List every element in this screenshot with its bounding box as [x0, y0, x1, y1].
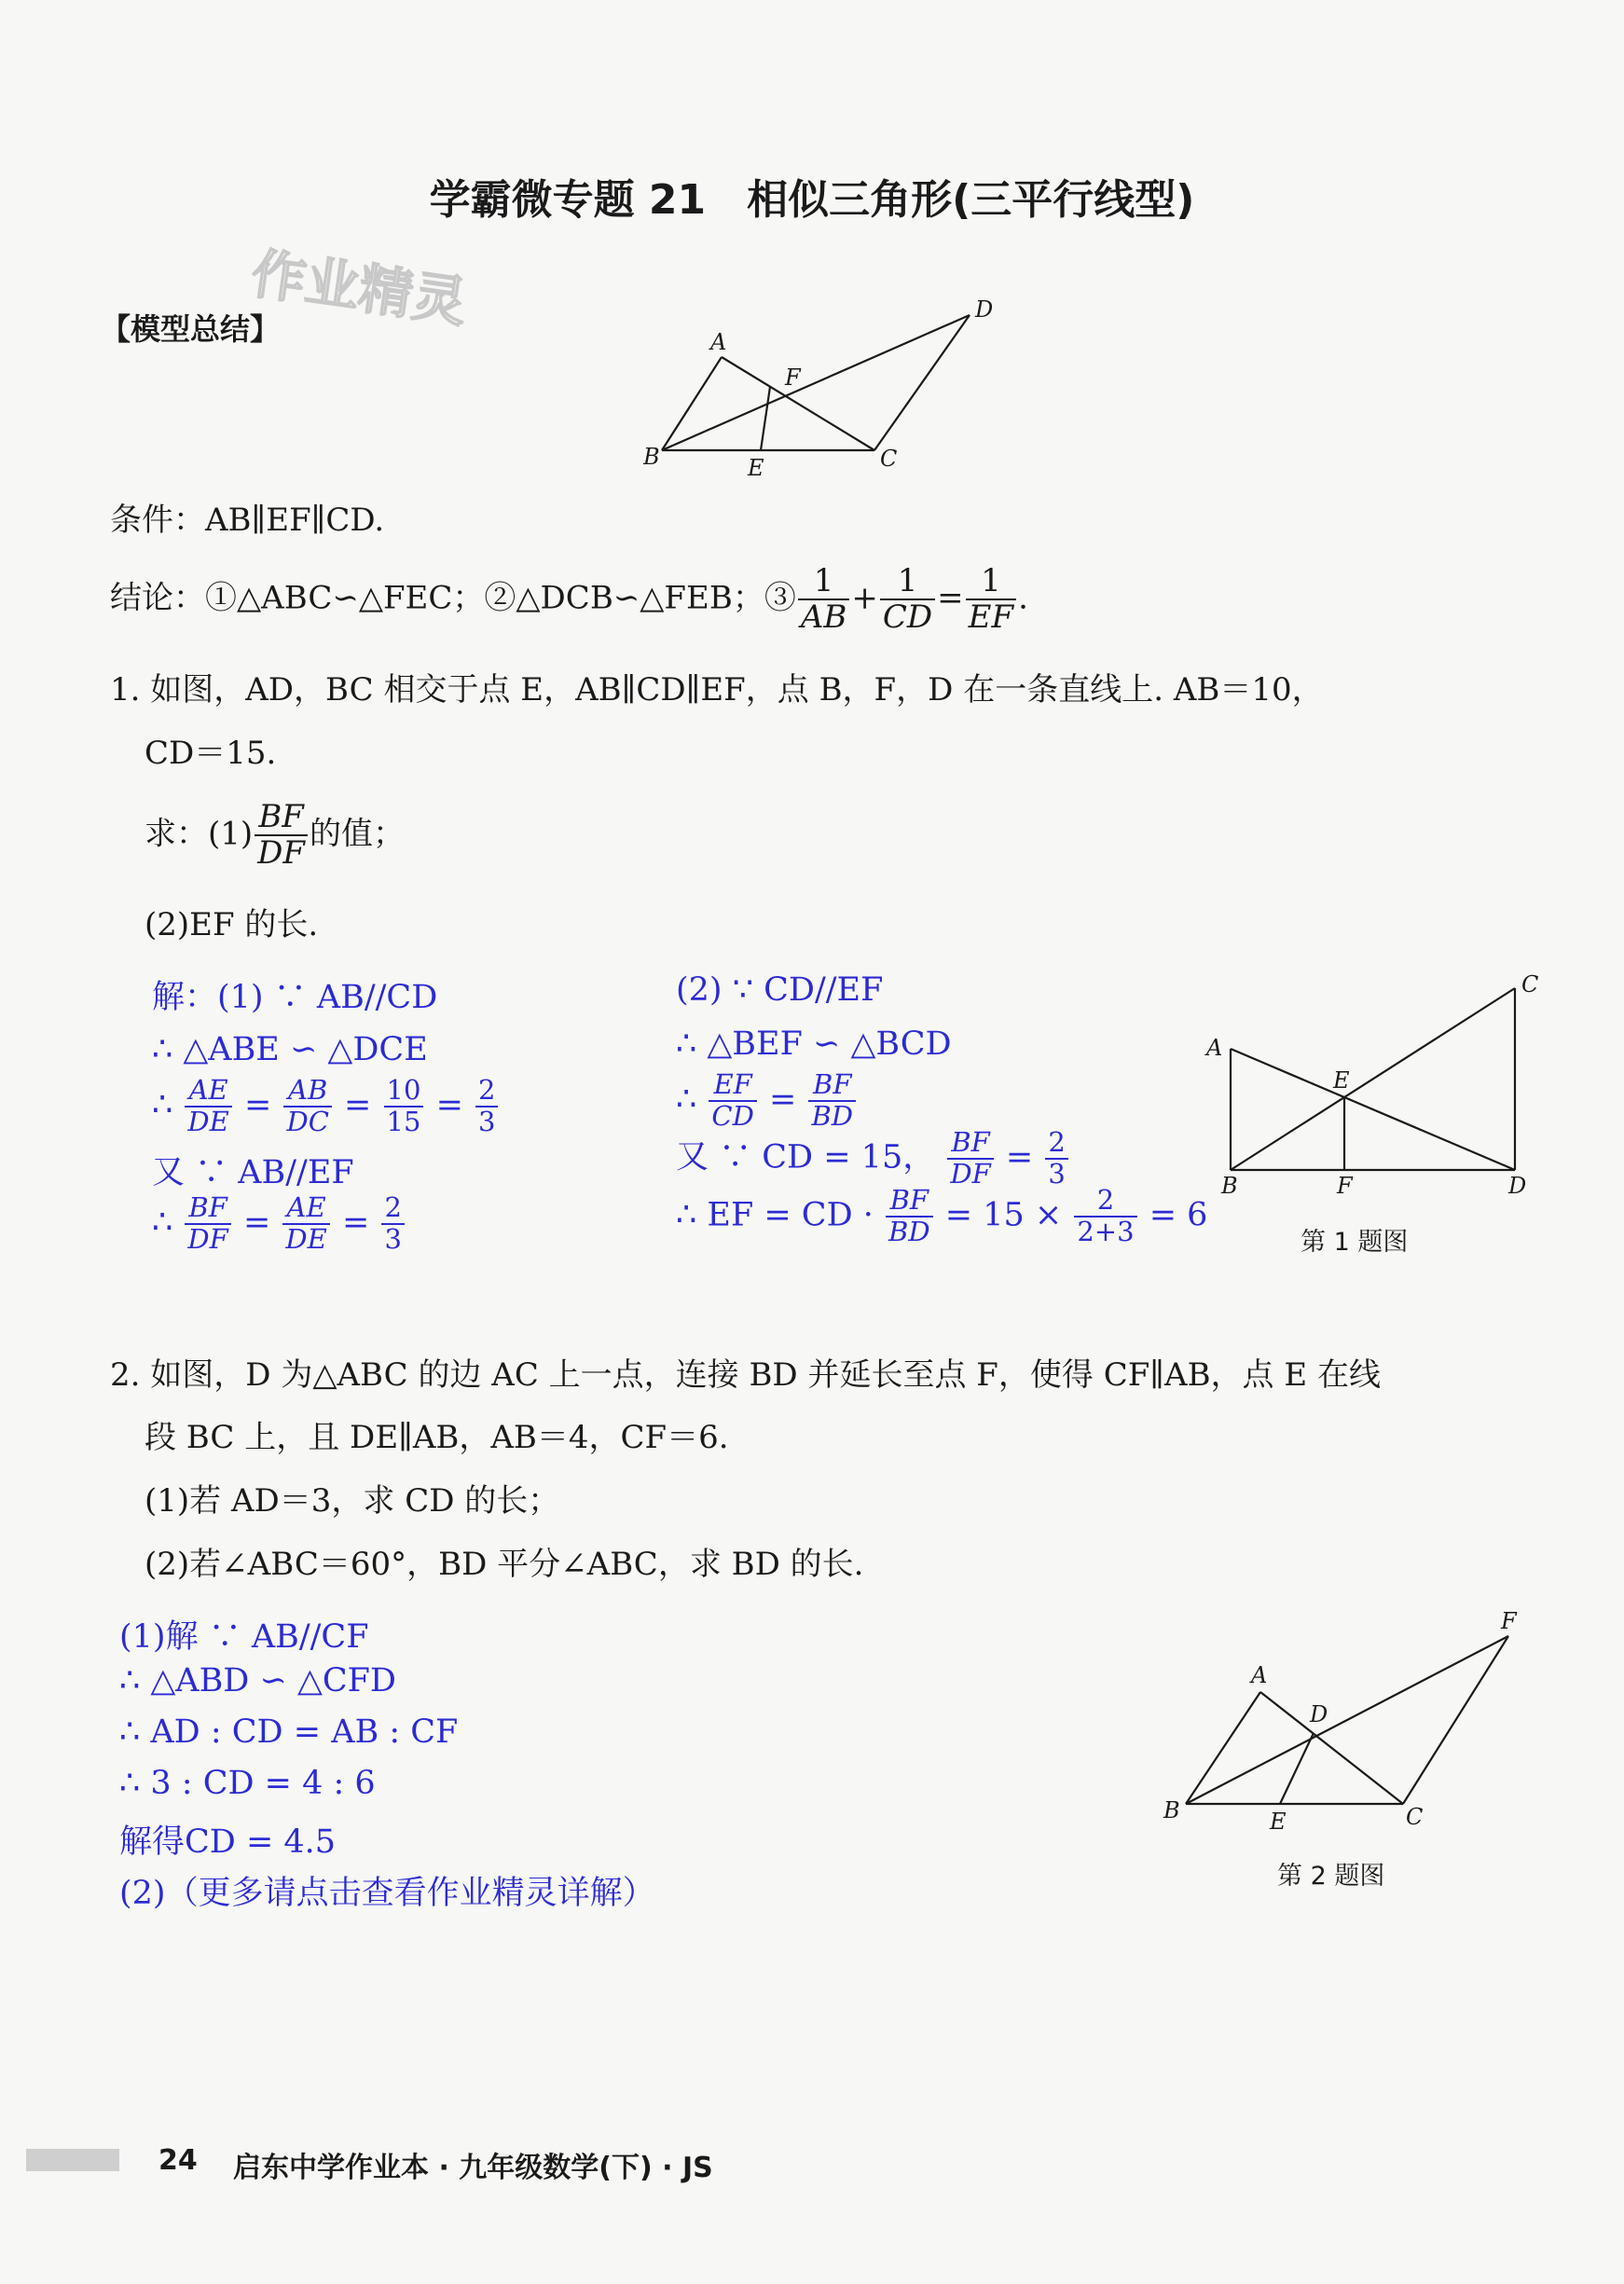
equals-sign: =: [344, 1086, 372, 1124]
frac-den: 3: [1048, 1157, 1066, 1190]
frac-den: DE: [187, 1105, 229, 1137]
therefore: ∴: [152, 1086, 173, 1124]
given-cd: 又 ∵ CD = 15，: [676, 1138, 936, 1176]
problem1-ask1: [145, 800, 405, 872]
conclusion-prefix: 结论：①△ABC∽△FEC；②△DCB∽△FEB；③: [110, 579, 796, 617]
frac-den: 15: [386, 1105, 421, 1137]
frac-den: BD: [811, 1099, 854, 1132]
p2-sol-l2: ∴ △ABD ∽ △CFD: [119, 1662, 396, 1699]
fraction-1-ab: [798, 564, 850, 636]
plus-sign: +: [851, 579, 878, 617]
frac-den: CD: [711, 1099, 754, 1132]
period: .: [1018, 579, 1028, 617]
frac-den: AB: [800, 599, 847, 637]
ask-suffix: 的值；: [310, 815, 406, 853]
model-label-b: B: [643, 444, 660, 470]
frac-num: 10: [384, 1076, 424, 1108]
fraction-1-ef: [966, 564, 1016, 636]
fraction-1-cd: [880, 564, 935, 636]
p1-sol-right-l1: (2) ∵ CD//EF: [676, 971, 884, 1009]
p1-sol-left-l3: [152, 1076, 500, 1137]
p2-sol-l6: (2)（更多请点击查看作业精灵详解）: [119, 1875, 655, 1912]
problem1-ask2: (2)EF 的长.: [145, 906, 319, 943]
frac-den: DF: [257, 834, 306, 873]
p2-label-e: E: [1270, 1809, 1287, 1835]
p1-sol-right-l2: ∴ △BEF ∽ △BCD: [676, 1025, 952, 1063]
equals-sign: =: [769, 1080, 797, 1119]
p1-sol-left-l5: [152, 1193, 406, 1255]
p2-sol-l1: (1)解 ∵ AB//CF: [119, 1618, 369, 1656]
frac: [1074, 1186, 1136, 1247]
fraction-bf-df: [255, 800, 308, 872]
problem2-line2: 段 BC 上，且 DE∥AB，AB＝4，CF＝6.: [145, 1419, 729, 1456]
ef-result: = 6: [1149, 1196, 1208, 1234]
frac-num: 2: [381, 1193, 404, 1225]
problem2-figure: [1156, 1608, 1529, 1841]
frac-num: EF: [709, 1070, 756, 1102]
frac-den: 2+3: [1077, 1215, 1135, 1247]
frac-num: BF: [255, 800, 308, 836]
frac-den: DE: [285, 1222, 327, 1255]
frac: [1045, 1128, 1067, 1190]
p2-sol-l3: ∴ AD : CD = AB : CF: [119, 1713, 459, 1751]
equals-sign: =: [243, 1086, 272, 1124]
p2-label-d: D: [1310, 1701, 1328, 1727]
frac-den: BD: [888, 1215, 930, 1247]
p1-sol-right-l4: [676, 1128, 1070, 1190]
frac: [947, 1128, 993, 1190]
problem1-line1: 1. 如图，AD，BC 相交于点 E，AB∥CD∥EF，点 B，F，D 在一条直线上. AB＝10，: [110, 671, 1324, 709]
problem1-caption: 第 1 题图: [1301, 1228, 1409, 1257]
frac: [808, 1070, 856, 1132]
problem1-figure: [1193, 970, 1548, 1203]
problem2-line1: 2. 如图，D 为△ABC 的边 AC 上一点，连接 BD 并延长至点 F，使得 CF∥AB，点 E 在线: [110, 1356, 1381, 1394]
problem2-q2: (2)若∠ABC＝60°，BD 平分∠ABC，求 BD 的长.: [145, 1546, 864, 1583]
frac-den: CD: [882, 599, 933, 637]
p1-label-f: F: [1337, 1173, 1353, 1199]
frac-num: BF: [185, 1193, 230, 1225]
frac: [185, 1076, 231, 1137]
frac-num: BF: [886, 1186, 933, 1218]
frac: [384, 1076, 424, 1137]
p2-label-b: B: [1163, 1797, 1180, 1823]
model-condition: 条件：AB∥EF∥CD.: [110, 502, 385, 539]
p2-sol-l4: ∴ 3 : CD = 4 : 6: [119, 1765, 376, 1802]
model-summary-tag: 【模型总结】: [101, 311, 281, 347]
frac-num: BF: [808, 1070, 856, 1102]
problem2-caption: 第 2 题图: [1277, 1862, 1385, 1891]
frac-den: DF: [950, 1157, 991, 1190]
frac: [381, 1193, 404, 1255]
p2-label-f: F: [1501, 1608, 1517, 1634]
p1-sol-left-l1: 解：(1) ∵ AB//CD: [152, 979, 438, 1016]
frac-den: DF: [187, 1222, 228, 1255]
p1-label-a: A: [1206, 1035, 1223, 1061]
frac-num: 2: [1074, 1186, 1136, 1218]
page-title: 学霸微专题 21 相似三角形(三平行线型): [429, 176, 1195, 224]
frac-num: AE: [282, 1193, 329, 1225]
problem1-line2: CD＝15.: [145, 735, 277, 772]
p1-sol-right-l3: [676, 1070, 858, 1132]
p2-label-a: A: [1251, 1662, 1268, 1688]
frac: [282, 1193, 329, 1255]
equals-sign: =: [341, 1204, 370, 1242]
equals-sign: =: [937, 579, 964, 617]
p1-sol-right-l5: [676, 1186, 1207, 1247]
p1-sol-left-l4: 又 ∵ AB//EF: [152, 1154, 354, 1191]
frac-num: AE: [185, 1076, 231, 1108]
frac: [283, 1076, 331, 1137]
book-title: 启东中学作业本 · 九年级数学(下) · JS: [233, 2152, 713, 2184]
frac-den: 3: [478, 1105, 496, 1137]
frac-num: 2: [475, 1076, 498, 1108]
equals-sign: =: [242, 1204, 271, 1242]
frac-den: DC: [286, 1105, 329, 1137]
problem2-q1: (1)若 AD＝3，求 CD 的长；: [145, 1482, 560, 1520]
frac-num: BF: [947, 1128, 993, 1160]
model-figure: [643, 296, 1007, 483]
frac: [709, 1070, 756, 1132]
p2-sol-l5: 解得CD = 4.5: [119, 1823, 337, 1861]
ef-expression: ∴ EF = CD ·: [676, 1196, 874, 1234]
p1-label-b: B: [1221, 1173, 1238, 1199]
p1-label-d: D: [1508, 1173, 1527, 1199]
therefore: ∴: [676, 1080, 697, 1119]
page-number: 24: [158, 2144, 198, 2177]
frac-num: 1: [966, 564, 1016, 600]
frac-num: AB: [283, 1076, 331, 1108]
model-label-e: E: [748, 455, 764, 481]
frac-den: EF: [968, 599, 1014, 637]
frac-num: 1: [880, 564, 935, 600]
model-label-a: A: [710, 329, 727, 355]
therefore: ∴: [152, 1204, 173, 1242]
model-label-d: D: [975, 296, 994, 323]
frac-num: 1: [798, 564, 850, 600]
ef-mid: = 15 ×: [944, 1196, 1063, 1234]
watermark: 作业精灵: [247, 241, 471, 335]
p1-label-c: C: [1521, 971, 1539, 998]
frac-num: 2: [1045, 1128, 1067, 1160]
frac: [475, 1076, 498, 1137]
frac: [185, 1193, 230, 1255]
p2-label-c: C: [1406, 1804, 1424, 1830]
frac-den: 3: [384, 1222, 402, 1255]
equals-sign: =: [435, 1086, 463, 1124]
model-conclusion: [110, 564, 1028, 636]
footer-bar: [26, 2149, 119, 2171]
frac: [886, 1186, 933, 1247]
model-label-f: F: [785, 365, 801, 391]
model-label-c: C: [880, 446, 898, 472]
p1-label-e: E: [1333, 1067, 1350, 1094]
ask-prefix: 求：(1): [145, 815, 254, 853]
p1-sol-left-l2: ∴ △ABE ∽ △DCE: [152, 1031, 428, 1068]
equals-sign: =: [1005, 1138, 1034, 1176]
